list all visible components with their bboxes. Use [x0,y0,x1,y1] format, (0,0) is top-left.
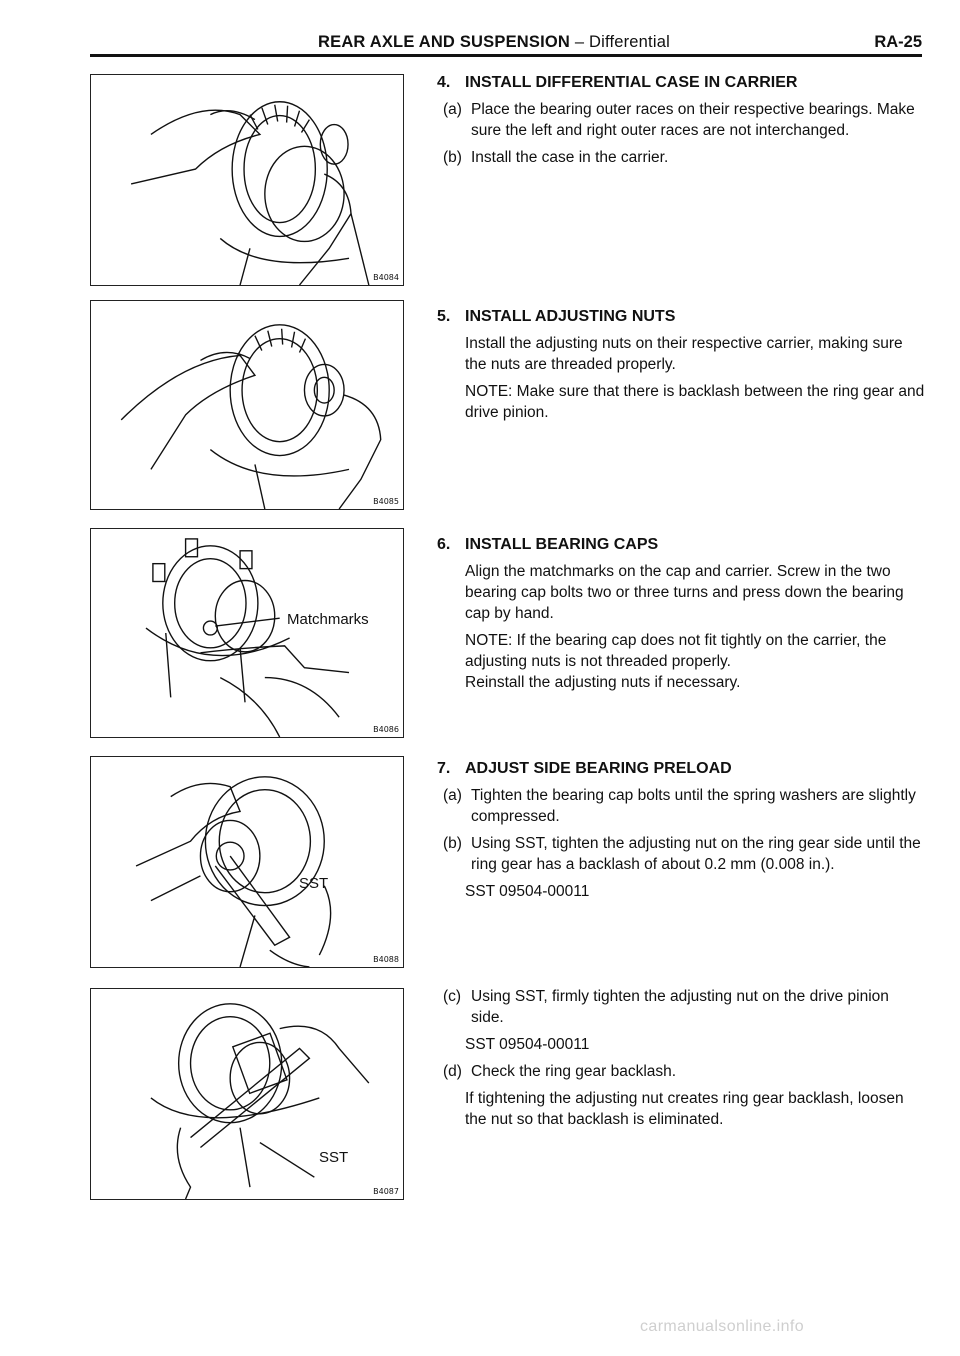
paragraph: Align the matchmarks on the cap and carrier. Screw in the two bearing cap bolts two or three turns and press down the bearing cap by hand. [465,563,904,622]
step-title: INSTALL ADJUSTING NUTS [465,308,676,325]
step-4 [437,72,925,174]
watermark-footer: carmanualsonline.info [640,1318,805,1335]
step-heading [437,534,925,555]
header-section: REAR AXLE AND SUSPENSION [318,33,571,51]
figure-id: B4085 [373,497,399,506]
step-heading [437,72,925,93]
sst-number: SST 09504-00011 [465,883,590,900]
list-item [437,99,925,141]
header-title [318,33,670,52]
install-case-illustration [91,75,403,285]
note: NOTE: Make sure that there is backlash between the ring gear and drive pinion. [465,383,925,421]
figure-install-nuts [90,300,404,510]
step-title: ADJUST SIDE BEARING PRELOAD [465,760,732,777]
step-heading [437,306,925,327]
header-rule [90,54,922,57]
item-text: Using SST, firmly tighten the adjusting nut on the drive pinion side. [471,988,889,1026]
item-label: (a) [443,101,462,118]
figure-adjust-preload [90,756,404,968]
step-5 [437,306,925,429]
bearing-caps-illustration [91,529,403,737]
header-dash: – [570,33,589,51]
matchmarks-label: Matchmarks [287,611,369,628]
install-nuts-illustration [91,301,403,509]
step-number: 7. [437,760,451,777]
step-title: INSTALL DIFFERENTIAL CASE IN CARRIER [465,74,798,91]
item-label: (a) [443,787,462,804]
figure-tighten-pinion-side [90,988,404,1200]
note: NOTE: If the bearing cap does not fit tightly on the carrier, the adjusting nuts is not threaded properly. [465,632,887,670]
step-heading [437,758,925,779]
adjust-preload-illustration [91,757,403,967]
page-number: RA-25 [874,33,922,51]
list-item [437,986,925,1028]
list-item [437,1061,925,1082]
figure-bearing-caps [90,528,404,738]
item-label: (c) [443,988,462,1005]
step-number: 4. [437,74,451,91]
item-text: Check the ring gear backlash. [471,1063,677,1080]
item-text: Tighten the bearing cap bolts until the spring washers are slightly compressed. [471,787,916,825]
paragraph: Install the adjusting nuts on their respective carrier, making sure the nuts are threaded properly. [465,335,903,373]
figure-id: B4088 [373,955,399,964]
step-title: INSTALL BEARING CAPS [465,536,659,553]
item-text: Place the bearing outer races on their respective bearings. Make sure the left and right outer races are not interchanged. [471,101,915,139]
item-label: (b) [443,835,462,852]
item-label: (b) [443,149,462,166]
figure-install-case [90,74,404,286]
step-number: 5. [437,308,451,325]
tighten-pinion-illustration [91,989,403,1199]
item-text: Install the case in the carrier. [471,149,669,166]
sst-label: SST [299,875,329,892]
header-subsection: Differential [588,33,670,51]
sst-number: SST 09504-00011 [465,1036,590,1053]
figure-id: B4087 [373,1187,399,1196]
step-6 [437,534,925,699]
step-7-continued [437,986,925,1136]
item-text: Using SST, tighten the adjusting nut on the ring gear side until the ring gear has a backlash of about 0.2 mm (0.008 in.). [471,835,921,873]
item-label: (d) [443,1063,462,1080]
figure-id: B4084 [373,273,399,282]
list-item [437,785,925,827]
list-item [437,833,925,875]
step-number: 6. [437,536,451,553]
note-continued: Reinstall the adjusting nuts if necessary. [465,674,741,691]
paragraph: If tightening the adjusting nut creates ring gear backlash, loosen the nut so that backlash is eliminated. [465,1090,904,1128]
figure-id: B4086 [373,725,399,734]
list-item [437,147,925,168]
sst-label: SST [319,1149,349,1166]
step-7 [437,758,925,908]
